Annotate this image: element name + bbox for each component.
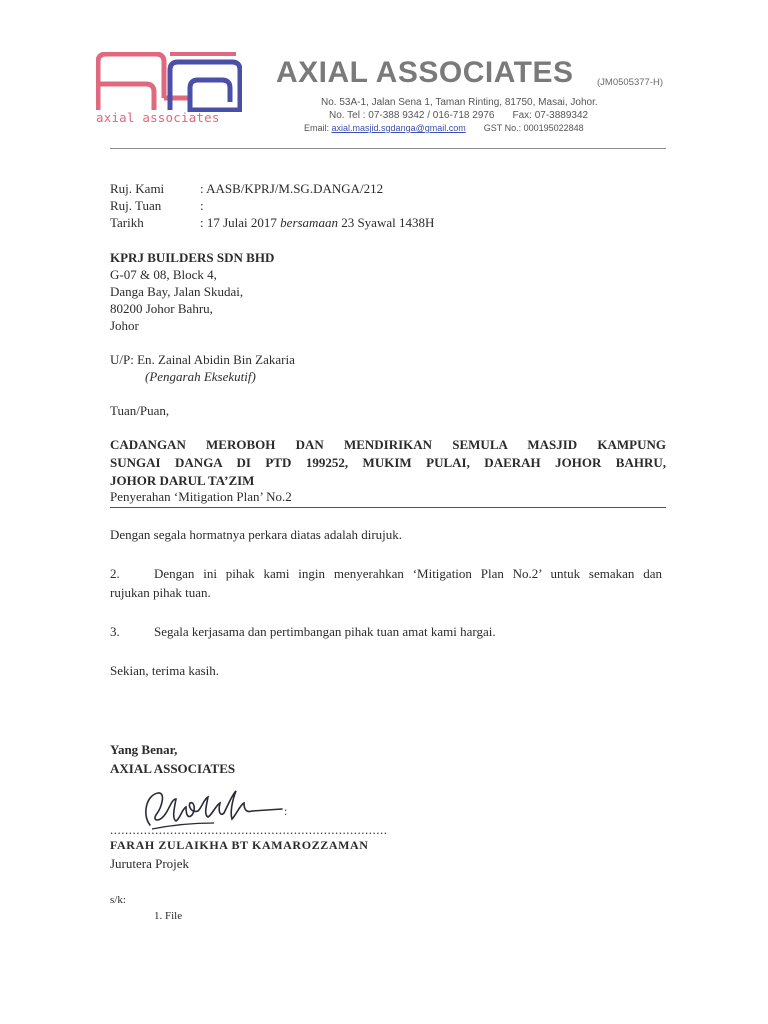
company-phone: No. Tel : 07-388 9342 / 016-718 2976 <box>329 110 495 121</box>
paragraph-2-number: 2. <box>110 566 120 581</box>
ruj-kami-value: : AASB/KPRJ/M.SG.DANGA/212 <box>200 181 384 196</box>
signoff-company: AXIAL ASSOCIATES <box>110 761 236 776</box>
tarikh-bersamaan: bersamaan <box>280 215 338 230</box>
paragraph-2-line-2: rujukan pihak tuan. <box>110 585 211 600</box>
email-label: Email: <box>304 123 330 133</box>
recipient-address-line: 80200 Johor Bahru, <box>110 301 213 316</box>
subject-line: CADANGAN MEROBOH DAN MENDIRIKAN SEMULA MASJID KAMPUNG <box>110 437 666 452</box>
attention-title: (Pengarah Eksekutif) <box>145 369 256 384</box>
cc-item: 1. File <box>154 910 183 922</box>
paragraph-1: Dengan segala hormatnya perkara diatas adalah dirujuk. <box>110 527 403 542</box>
tarikh-label: Tarikh <box>110 215 144 230</box>
subject-line: SUNGAI DANGA DI PTD 199252, MUKIM PULAI, DAERAH JOHOR BAHRU, <box>110 455 666 470</box>
ruj-tuan-value: : <box>200 198 204 213</box>
recipient-address-line: Danga Bay, Jalan Skudai, <box>110 284 244 299</box>
company-logo <box>96 52 242 112</box>
header-divider <box>110 148 666 149</box>
subject-subline: Penyerahan ‘Mitigation Plan’ No.2 <box>110 489 292 504</box>
signature-line: .......................................................................... <box>110 822 388 837</box>
yang-benar: Yang Benar, <box>110 742 178 757</box>
paragraph-2-line-1: Dengan ini pihak kami ingin menyerahkan ‘Mitigation Plan No.2’ untuk semakan dan <box>154 566 662 581</box>
paragraph-3-number: 3. <box>110 624 120 639</box>
paragraph-3: Segala kerjasama dan pertimbangan pihak tuan amat kami hargai. <box>154 624 496 639</box>
logo-wordmark: axial associates <box>96 110 220 125</box>
salutation: Tuan/Puan, <box>110 403 170 418</box>
email-link[interactable]: axial.masjid.sgdanga@gmail.com <box>331 123 466 133</box>
svg-text::: : <box>284 804 288 818</box>
recipient-address-line: G-07 & 08, Block 4, <box>110 267 217 282</box>
company-phone-line <box>329 110 588 121</box>
closing-line: Sekian, terima kasih. <box>110 663 220 678</box>
company-fax: Fax: 07-3889342 <box>512 110 589 121</box>
cc-label: s/k: <box>110 894 126 906</box>
recipient-address-line: Johor <box>110 318 139 333</box>
attention-line: U/P: En. Zainal Abidin Bin Zakaria <box>110 352 295 367</box>
tarikh-date: : 17 Julai 2017 <box>200 215 281 230</box>
ruj-tuan-label: Ruj. Tuan <box>110 198 162 213</box>
tarikh-value <box>200 215 434 231</box>
company-address: No. 53A-1, Jalan Sena 1, Taman Rinting, 81750, Masai, Johor. <box>321 97 598 108</box>
signatory-position: Jurutera Projek <box>110 856 190 871</box>
ruj-kami-label: Ruj. Kami <box>110 181 165 196</box>
tarikh-hijri: 23 Syawal 1438H <box>337 215 435 230</box>
recipient-company: KPRJ BUILDERS SDN BHD <box>110 250 275 265</box>
signatory-name: FARAH ZULAIKHA BT KAMAROZZAMAN <box>110 838 369 852</box>
gst-number: GST No.: 000195022848 <box>483 123 584 133</box>
company-contact-line <box>304 123 584 133</box>
subject-block <box>110 436 666 490</box>
company-registration: (JM0505377-H) <box>597 77 663 88</box>
subject-line: JOHOR DARUL TA’ZIM <box>110 473 255 488</box>
subject-underline <box>110 507 666 508</box>
company-name: AXIAL ASSOCIATES <box>276 56 574 89</box>
